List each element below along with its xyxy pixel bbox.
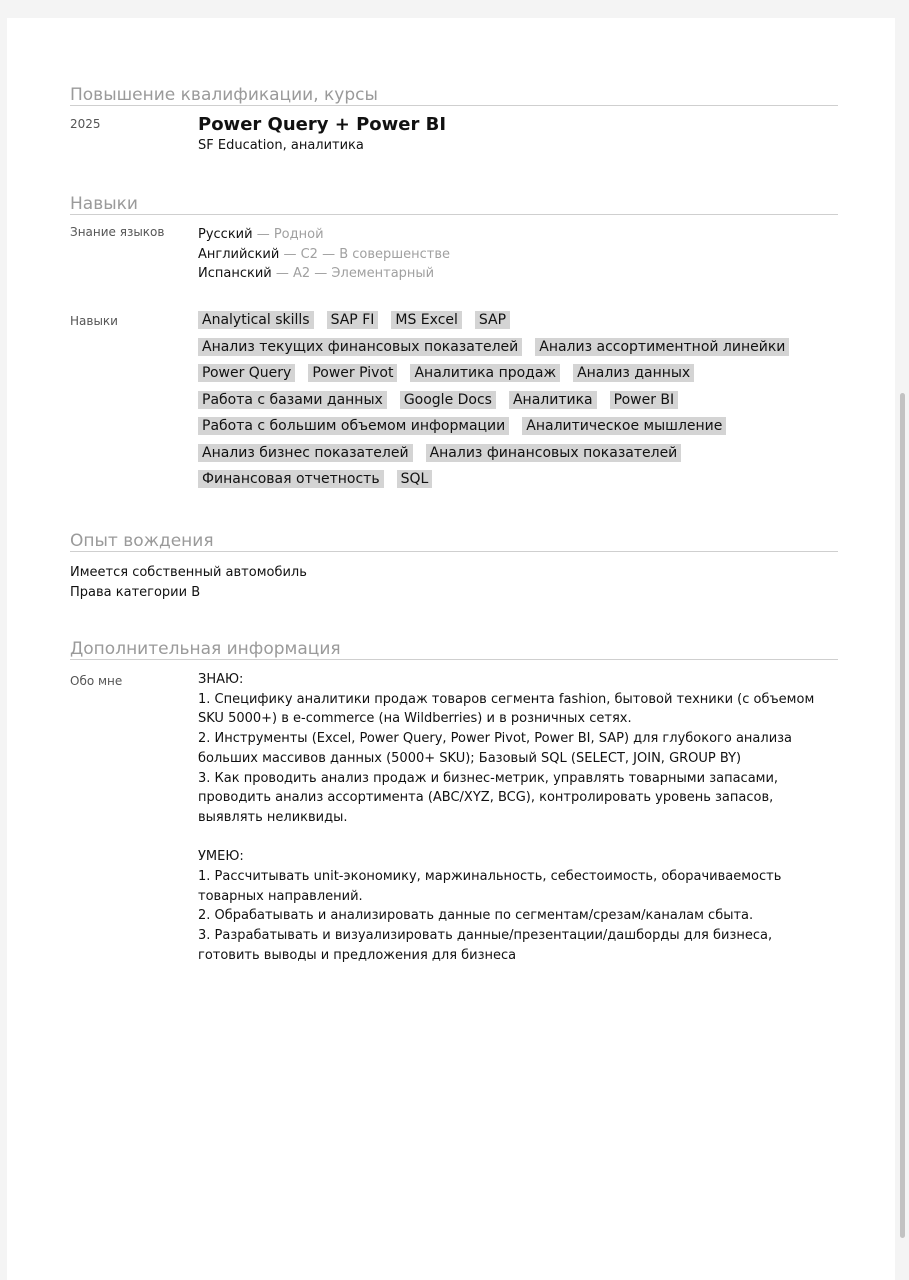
- language-level: — Родной: [252, 227, 324, 242]
- can-item: 2. Обрабатывать и анализировать данные по сегментам/срезам/каналам сбыта.: [198, 908, 754, 924]
- driving-line: Права категории B: [70, 585, 201, 600]
- skill-tag: Google Docs: [400, 391, 496, 409]
- course-title: Power Query + Power BI: [198, 114, 447, 135]
- know-heading: ЗНАЮ:: [198, 672, 244, 687]
- about-label: Обо мне: [70, 674, 123, 688]
- skill-tag: Финансовая отчетность: [198, 470, 384, 488]
- paragraph-gap: [198, 828, 830, 848]
- language-item: [198, 225, 838, 245]
- language-item: [198, 264, 838, 284]
- languages-list: [198, 225, 838, 284]
- can-item: 3. Разрабатывать и визуализировать данные/презентации/дашборды для бизнеса, готовить выводы и предложения для бизнеса: [198, 928, 773, 963]
- tag-row: [198, 387, 838, 414]
- language-name: Русский: [198, 227, 253, 242]
- language-name: Испанский: [198, 266, 272, 281]
- skill-tag: Работа с базами данных: [198, 391, 387, 409]
- tag-row: [198, 413, 838, 440]
- language-item: [198, 245, 838, 265]
- course-year: 2025: [70, 117, 101, 131]
- tag-row: [198, 360, 838, 387]
- can-heading: УМЕЮ:: [198, 849, 244, 865]
- section-title-additional: Дополнительная информация: [70, 639, 838, 660]
- skill-tag: MS Excel: [391, 311, 462, 329]
- skill-tag: Аналитика: [509, 391, 597, 409]
- skill-tag: SAP FI: [327, 311, 379, 329]
- tag-row: [198, 466, 838, 493]
- can-item: 1. Рассчитывать unit-экономику, маржинальность, себестоимость, оборачиваемость товарных направлений.: [198, 869, 782, 904]
- driving-info: [70, 563, 307, 603]
- skill-tag: Аналитика продаж: [410, 364, 560, 382]
- language-level: — C2 — В совершенстве: [279, 246, 451, 262]
- course-org: SF Education, аналитика: [198, 138, 364, 153]
- language-level: — A2 — Элементарный: [271, 266, 435, 281]
- language-name: Английский: [198, 246, 280, 262]
- skill-tag: Анализ текущих финансовых показателей: [198, 338, 522, 356]
- skill-tags: [198, 307, 838, 493]
- skill-tag: Power Query: [198, 364, 295, 382]
- know-item: 2. Инструменты (Excel, Power Query, Power Pivot, Power BI, SAP) для глубокого анализа больших массивов данных (5000+ SKU); Базовый SQL (SELECT, JOIN, GROUP BY): [198, 731, 793, 766]
- skill-tag: Power Pivot: [308, 364, 397, 382]
- skill-tag: Анализ ассортиментной линейки: [535, 338, 789, 356]
- languages-label: Знание языков: [70, 225, 165, 239]
- skill-tag: Power BI: [610, 391, 679, 409]
- tag-row: [198, 307, 838, 334]
- resume-page: [7, 18, 895, 1280]
- skill-tag: Работа с большим объемом информации: [198, 417, 509, 435]
- skill-tag: Анализ бизнес показателей: [198, 444, 413, 462]
- know-item: 3. Как проводить анализ продаж и бизнес-метрик, управлять товарными запасами, проводить анализ ассортимента (ABC/XYZ, BCG), контролировать уровень запасов, выявлять неликвиды.: [198, 770, 779, 825]
- skill-tag: Analytical skills: [198, 311, 314, 329]
- skill-tag: SQL: [397, 470, 433, 488]
- tag-row: [198, 440, 838, 467]
- section-title-driving: Опыт вождения: [70, 531, 838, 552]
- tag-row: [198, 334, 838, 361]
- know-item: 1. Специфику аналитики продаж товаров сегмента fashion, бытовой техники (с объемом SKU 5000+) в e-commerce (на Wildberries) и в розничных сетях.: [198, 691, 815, 727]
- skill-tag: Аналитическое мышление: [522, 417, 726, 435]
- skill-tag: Анализ данных: [573, 364, 694, 382]
- course-entry: [198, 114, 838, 155]
- scrollbar-thumb[interactable]: [900, 393, 905, 1238]
- skills-label: Навыки: [70, 314, 118, 328]
- skill-tag: SAP: [475, 311, 510, 329]
- section-title-skills: Навыки: [70, 194, 838, 215]
- skill-tag: Анализ финансовых показателей: [426, 444, 682, 462]
- section-title-courses: Повышение квалификации, курсы: [70, 85, 838, 106]
- driving-line: Имеется собственный автомобиль: [70, 565, 307, 580]
- about-text: [198, 670, 830, 966]
